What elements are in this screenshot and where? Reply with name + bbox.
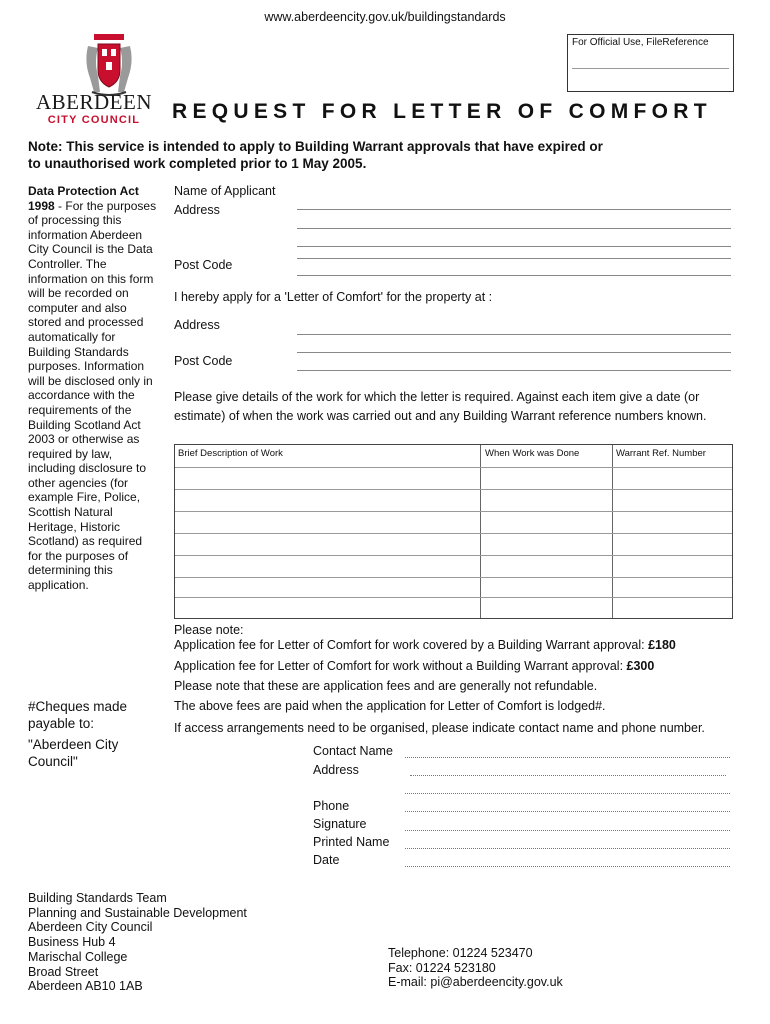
service-note-line-1: Note: This service is intended to apply to Building Warrant approvals that have expired or xyxy=(28,139,603,154)
logo-subtitle: CITY COUNCIL xyxy=(47,114,141,126)
footer-address-line: Building Standards Team xyxy=(28,891,167,905)
applicant-name-label: Name of Applicant xyxy=(174,184,276,198)
cheques-label: #Cheques made payable to: xyxy=(28,699,128,731)
applicant-address-field-2[interactable] xyxy=(297,246,731,247)
fee-covered-text: Application fee for Letter of Comfort for work covered by a Building Warrant approval: xyxy=(174,638,649,652)
footer-address-line: Broad Street xyxy=(28,964,99,979)
payment-note: The above fees are paid when the application for Letter of Comfort is lodged#. xyxy=(174,699,606,713)
table-row[interactable] xyxy=(175,555,732,556)
table-header-warrant-ref: Warrant Ref. Number xyxy=(616,448,706,459)
date-label: Date xyxy=(313,853,340,867)
applicant-name-field[interactable] xyxy=(297,209,731,210)
table-row[interactable] xyxy=(175,467,732,468)
property-address-field-2[interactable] xyxy=(297,352,731,353)
data-protection-notice xyxy=(28,184,158,593)
table-row[interactable] xyxy=(175,597,732,598)
table-row[interactable] xyxy=(175,577,732,578)
date-field[interactable] xyxy=(405,866,730,867)
footer-address-line: Aberdeen AB10 1AB xyxy=(28,979,143,994)
footer-address xyxy=(28,891,247,994)
email[interactable]: E-mail: pi@aberdeencity.gov.uk xyxy=(388,975,563,990)
official-use-box xyxy=(567,34,734,92)
fee-uncovered-amount: £300 xyxy=(626,659,655,673)
official-use-divider xyxy=(572,68,729,69)
website-url: www.aberdeencity.gov.uk/buildingstandards xyxy=(264,10,506,24)
please-note-label: Please note: xyxy=(174,623,244,637)
property-postcode-field[interactable] xyxy=(297,370,731,371)
refund-note: Please note that these are application fees and are generally not refundable. xyxy=(174,679,598,693)
work-details-table xyxy=(174,444,733,619)
table-column-divider xyxy=(612,445,613,618)
property-intro: I hereby apply for a 'Letter of Comfort' for the property at : xyxy=(174,290,493,304)
council-logo xyxy=(28,32,160,132)
data-protection-heading: Data Protection Act 1998 xyxy=(28,184,139,213)
service-note-line-2: to unauthorised work completed prior to 1 May 2005. xyxy=(28,156,367,171)
table-header-description: Brief Description of Work xyxy=(178,448,283,459)
page-title: REQUEST FOR LETTER OF COMFORT xyxy=(172,100,712,123)
data-protection-text: - For the purposes of processing this information Aberdeen City Council is the Data Controller. The information on this form will be recorded on computer and also stored and processed automatically for Building Standards purposes. Information will be disclosed only in accordance with the requirements of the Building Scotland Act 2003 or otherwise as required by law, including disclosure to other agencies (for example Fire, Police, Scottish Natural Heritage, Historic Scotland) as required for the purposes of determining this application. xyxy=(28,198,157,593)
printed-name-field[interactable] xyxy=(405,848,730,849)
contact-address-label: Address xyxy=(313,763,359,777)
contact-address-field-1[interactable] xyxy=(410,775,726,776)
signature-field[interactable] xyxy=(405,830,730,831)
contact-name-label: Contact Name xyxy=(313,744,393,758)
footer-address-line: Planning and Sustainable Development xyxy=(28,905,247,920)
fee-uncovered-line xyxy=(174,659,754,673)
applicant-postcode-field[interactable] xyxy=(297,275,731,276)
applicant-postcode-label: Post Code xyxy=(174,258,233,272)
service-note xyxy=(28,138,748,172)
applicant-address-label: Address xyxy=(174,203,220,217)
footer-address-line: Marischal College xyxy=(28,949,128,964)
fee-covered-line xyxy=(174,638,754,652)
fax: Fax: 01224 523180 xyxy=(388,960,496,975)
work-details-instructions: Please give details of the work for which the letter is required. Against each item give a date (or estimate) of when the work was carried out and any Building Warrant reference numbers known. xyxy=(174,390,707,423)
logo-name: ABERDEEN xyxy=(36,90,152,114)
official-use-label: For Official Use, FileReference xyxy=(572,37,709,48)
table-header-when: When Work was Done xyxy=(485,448,580,459)
footer-address-line: Aberdeen City Council xyxy=(28,920,153,935)
property-postcode-label: Post Code xyxy=(174,354,233,368)
applicant-address-field-1[interactable] xyxy=(297,228,731,229)
signature-label: Signature xyxy=(313,817,367,831)
table-column-divider xyxy=(480,445,481,618)
phone-label: Phone xyxy=(313,799,350,813)
telephone: Telephone: 01224 523470 xyxy=(388,946,533,960)
access-note: If access arrangements need to be organised, please indicate contact name and phone number. xyxy=(174,721,705,735)
property-address-field-1[interactable] xyxy=(297,334,731,335)
table-row[interactable] xyxy=(175,533,732,534)
property-address-label: Address xyxy=(174,318,220,332)
footer-address-line: Business Hub 4 xyxy=(28,935,116,950)
contact-address-field-2[interactable] xyxy=(405,793,730,794)
phone-field[interactable] xyxy=(405,811,730,812)
printed-name-label: Printed Name xyxy=(313,835,390,849)
cheques-payee: "Aberdeen City Council" xyxy=(28,737,119,769)
footer-contact-info xyxy=(388,946,563,990)
applicant-address-field-3[interactable] xyxy=(297,258,731,259)
table-row[interactable] xyxy=(175,489,732,490)
table-row[interactable] xyxy=(175,511,732,512)
contact-name-field[interactable] xyxy=(405,757,730,758)
fee-covered-amount: £180 xyxy=(648,638,676,652)
fee-uncovered-text: Application fee for Letter of Comfort for work without a Building Warrant approval: xyxy=(174,659,627,673)
